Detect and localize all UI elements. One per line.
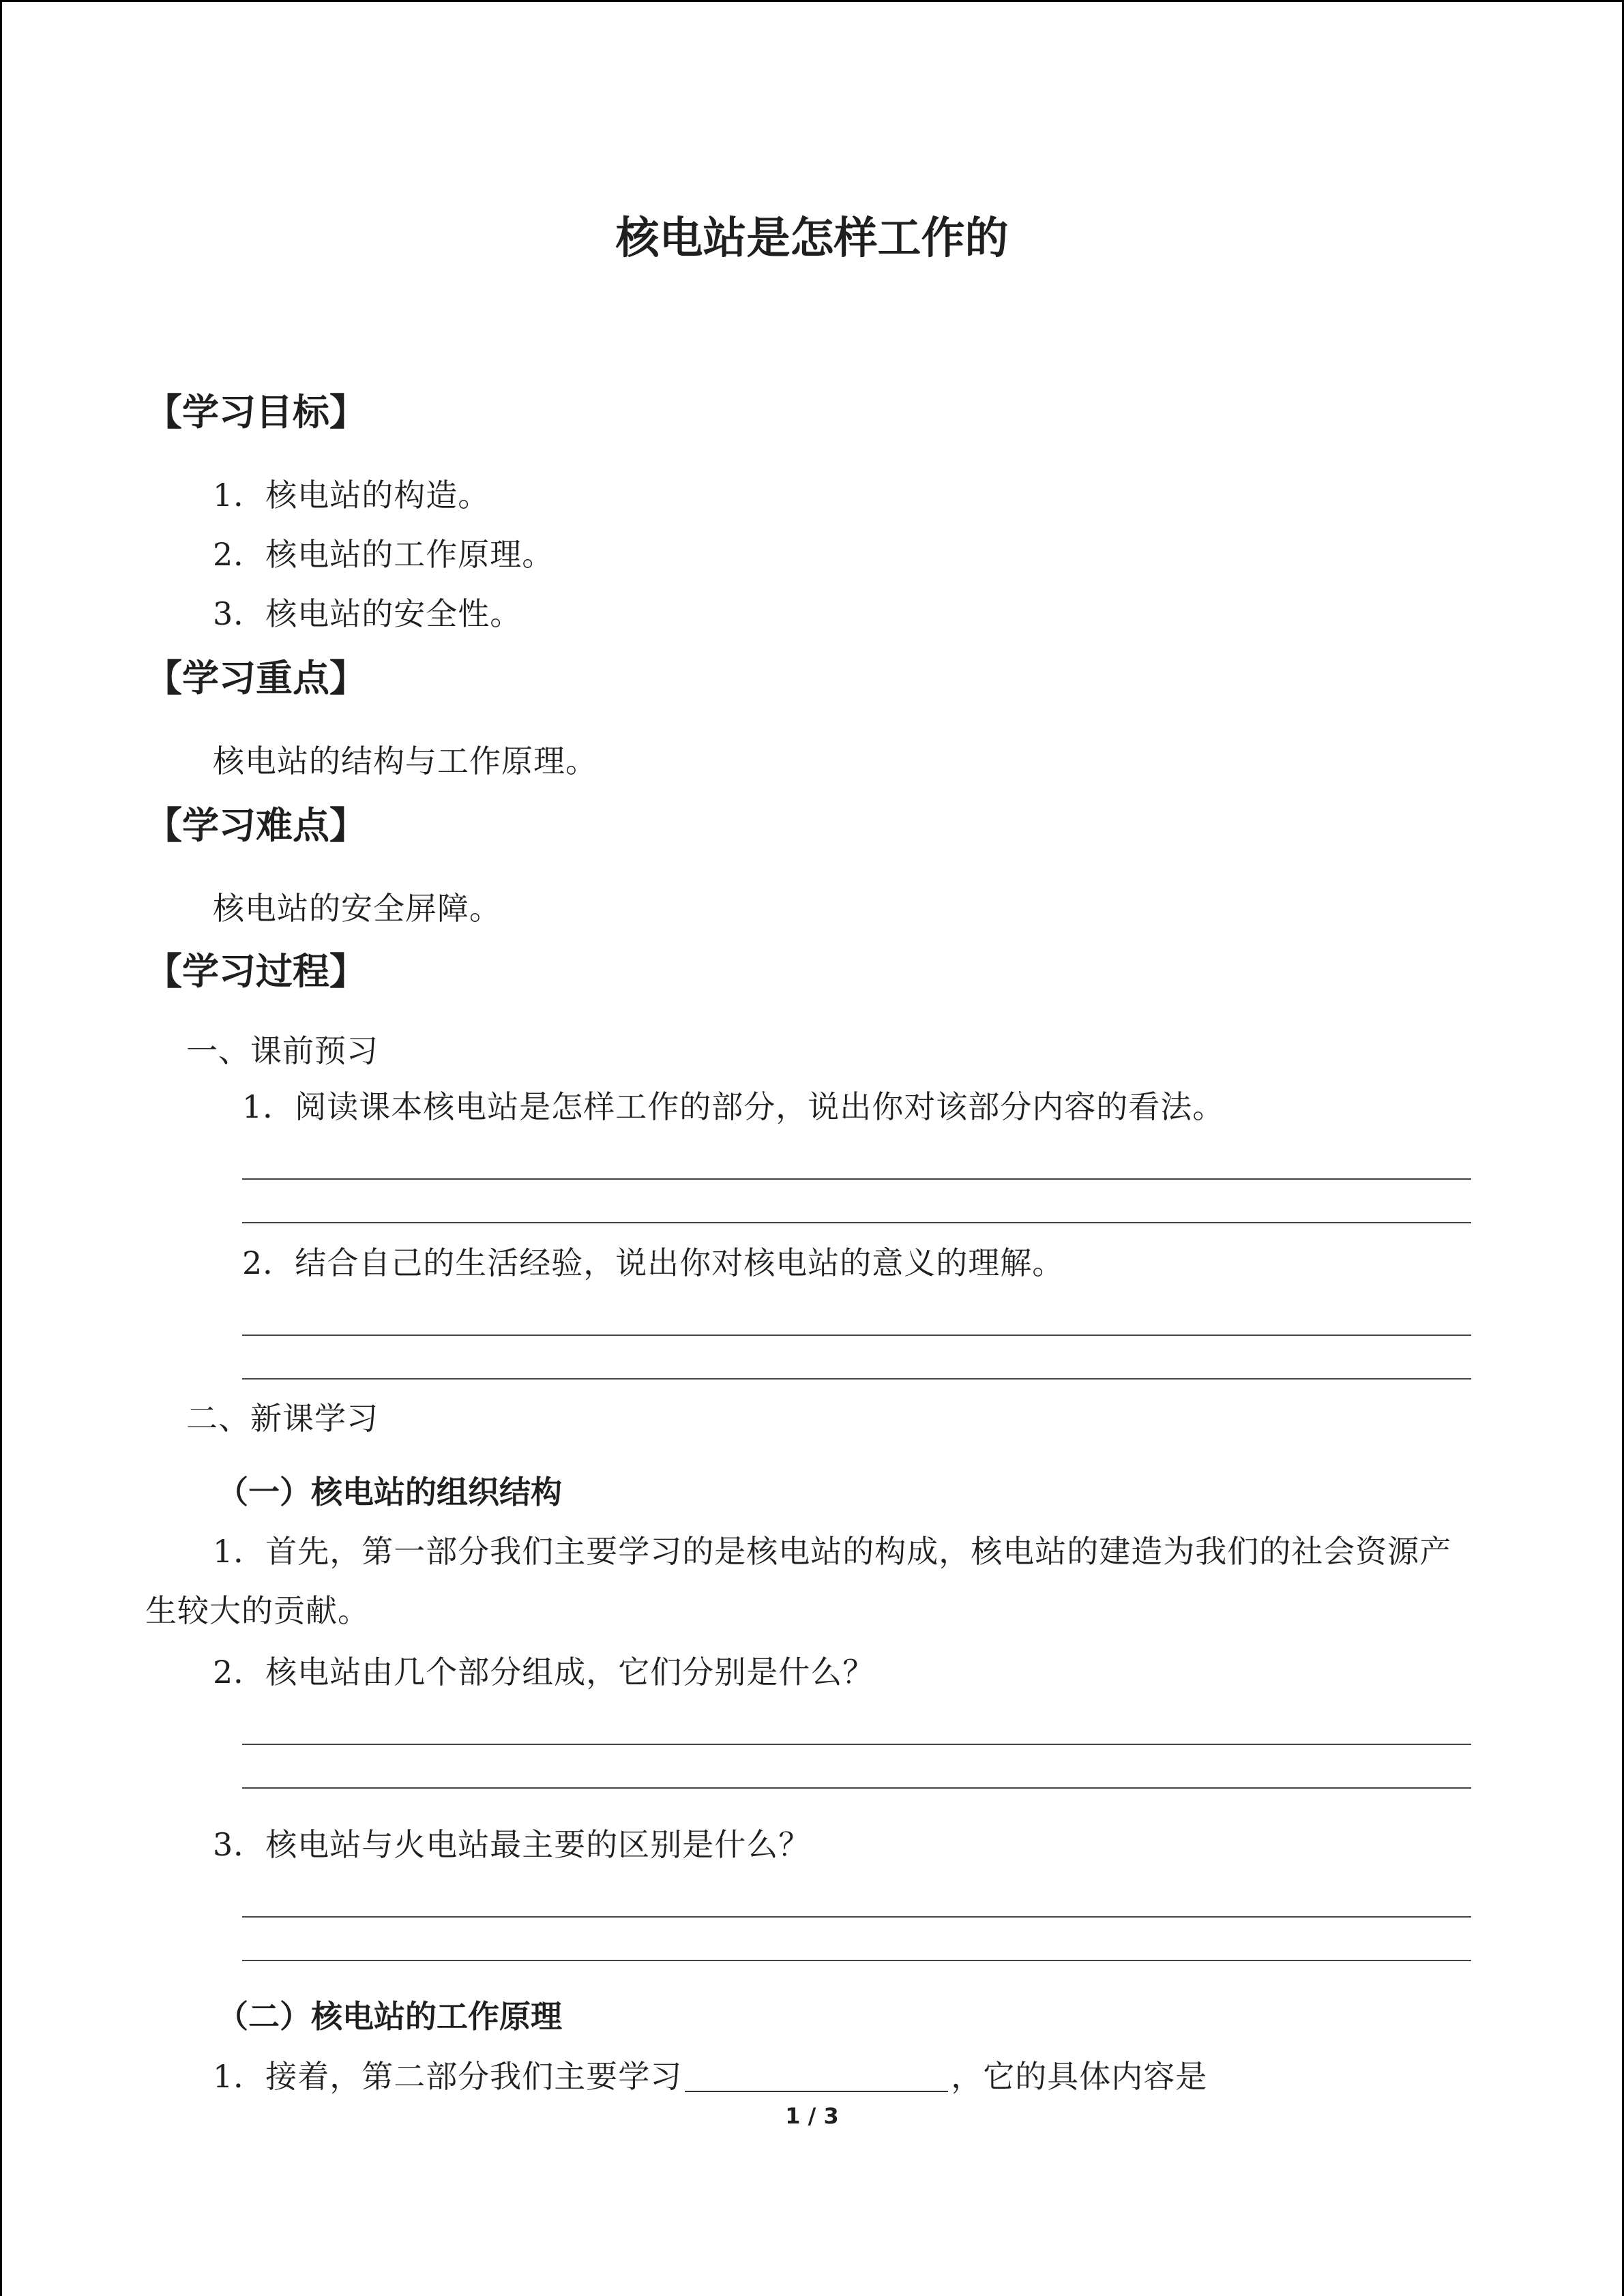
answer-line [242, 1787, 1471, 1789]
answer-line [242, 1178, 1471, 1180]
heading-objectives: 【学习目标】 [145, 391, 366, 434]
heading-key-points: 【学习重点】 [145, 657, 366, 700]
answer-line [242, 1222, 1471, 1223]
page-title: 核电站是怎样工作的 [615, 213, 1009, 264]
new-lesson-label: 二、新课学习 [186, 1400, 379, 1437]
answer-line [242, 1378, 1471, 1380]
page-border-left [0, 0, 2, 2296]
heading-process: 【学习过程】 [145, 950, 366, 993]
answer-line [242, 1916, 1471, 1918]
part1-question-2: 2．核电站由几个部分组成，它们分别是什么？ [213, 1654, 875, 1690]
objective-item-1: 1．核电站的构造。 [213, 477, 490, 513]
part2-heading: （二）核电站的工作原理 [217, 1998, 562, 2035]
key-points-text: 核电站的结构与工作原理。 [213, 743, 597, 779]
part1-heading: （一）核电站的组织结构 [217, 1474, 562, 1510]
objective-item-3: 3．核电站的安全性。 [213, 595, 522, 632]
page-border-top [0, 0, 1624, 2]
part1-paragraph-line-2: 生较大的贡献。 [145, 1592, 370, 1629]
objective-item-2: 2．核电站的工作原理。 [213, 536, 555, 573]
part2-text-before-blank: 1．接着，第二部分我们主要学习 [213, 2058, 683, 2095]
fill-in-blank [685, 2063, 948, 2092]
heading-difficulties: 【学习难点】 [145, 804, 366, 847]
part1-question-3: 3．核电站与火电站最主要的区别是什么？ [213, 1826, 811, 1863]
answer-line [242, 1960, 1471, 1961]
answer-line [242, 1744, 1471, 1745]
part1-paragraph-line-1: 1．首先，第一部分我们主要学习的是核电站的构成，核电站的建造为我们的社会资源产 [213, 1533, 1452, 1570]
answer-line [242, 1335, 1471, 1336]
preview-question-2: 2．结合自己的生活经验，说出你对核电站的意义的理解。 [242, 1244, 1065, 1281]
preview-question-1: 1．阅读课本核电站是怎样工作的部分，说出你对该部分内容的看法。 [242, 1088, 1225, 1125]
difficulties-text: 核电站的安全屏障。 [213, 890, 501, 927]
part2-text-after-blank: ，它的具体内容是 [951, 2058, 1208, 2095]
preview-label: 一、课前预习 [186, 1032, 379, 1069]
page-number: 1 / 3 [785, 2103, 839, 2129]
part2-paragraph-1 [213, 2058, 1208, 2095]
